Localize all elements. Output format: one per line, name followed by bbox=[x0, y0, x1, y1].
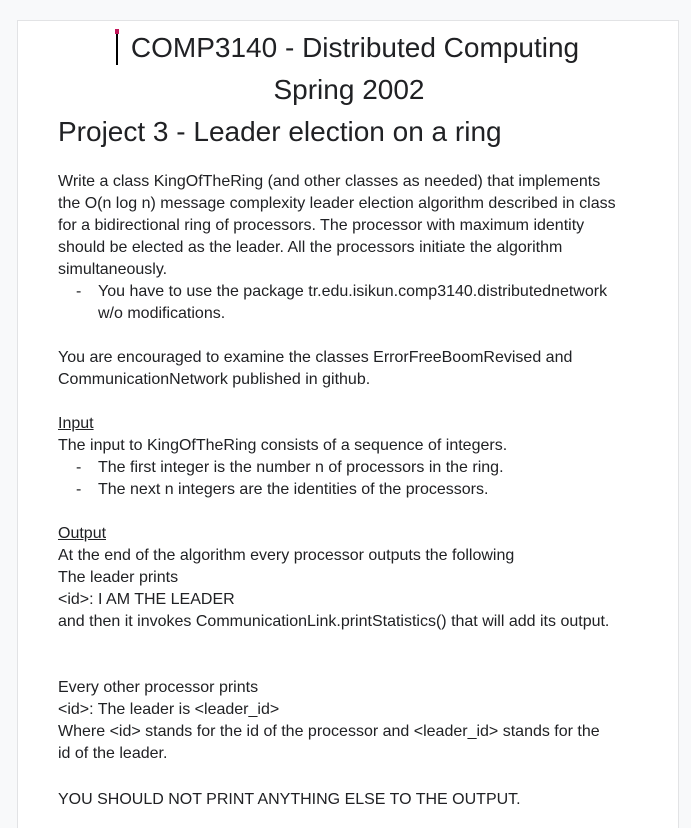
encourage-line: CommunicationNetwork published in github. bbox=[58, 371, 371, 388]
bullet-marker: - bbox=[76, 459, 82, 476]
final-warning: YOU SHOULD NOT PRINT ANYTHING ELSE TO THE OUTPUT. bbox=[58, 791, 521, 808]
other-output-line: Where <id> stands for the id of the processor and <leader_id> stands for the bbox=[58, 723, 600, 740]
intro-line: Write a class KingOfTheRing (and other classes as needed) that implements bbox=[58, 173, 601, 190]
output-line: and then it invokes CommunicationLink.printStatistics() that will add its output. bbox=[58, 613, 610, 630]
input-bullet: The first integer is the number n of processors in the ring. bbox=[98, 459, 504, 476]
other-output-line: <id>: The leader is <leader_id> bbox=[58, 701, 280, 718]
intro-line: simultaneously. bbox=[58, 261, 168, 278]
input-bullet: The next n integers are the identities of the processors. bbox=[98, 481, 489, 498]
encourage-line: You are encouraged to examine the classes ErrorFreeBoomRevised and bbox=[58, 349, 573, 366]
output-line: At the end of the algorithm every processor outputs the following bbox=[58, 547, 515, 564]
output-line: The leader prints bbox=[58, 569, 179, 586]
bullet-marker: - bbox=[76, 481, 82, 498]
output-heading: Output bbox=[58, 525, 107, 542]
output-line: <id>: I AM THE LEADER bbox=[58, 591, 235, 608]
title-line-1: COMP3140 - Distributed Computing bbox=[130, 32, 580, 63]
project-heading: Project 3 - Leader election on a ring bbox=[58, 116, 502, 147]
input-description: The input to KingOfTheRing consists of a sequence of integers. bbox=[58, 437, 508, 454]
package-bullet-line: w/o modifications. bbox=[98, 305, 226, 322]
input-heading: Input bbox=[58, 415, 94, 432]
package-bullet-line: You have to use the package tr.edu.isikun.comp3140.distributednetwork bbox=[98, 283, 608, 300]
other-output-line: id of the leader. bbox=[58, 745, 168, 762]
document-page[interactable] bbox=[17, 20, 679, 828]
other-output-line: Every other processor prints bbox=[58, 679, 259, 696]
intro-line: for a bidirectional ring of processors. The processor with maximum identity bbox=[58, 217, 585, 234]
bullet-marker: - bbox=[76, 283, 82, 300]
intro-line: should be elected as the leader. All the processors initiate the algorithm bbox=[58, 239, 563, 256]
intro-line: the O(n log n) message complexity leader election algorithm described in class bbox=[58, 195, 616, 212]
title-line-2: Spring 2002 bbox=[273, 74, 425, 105]
